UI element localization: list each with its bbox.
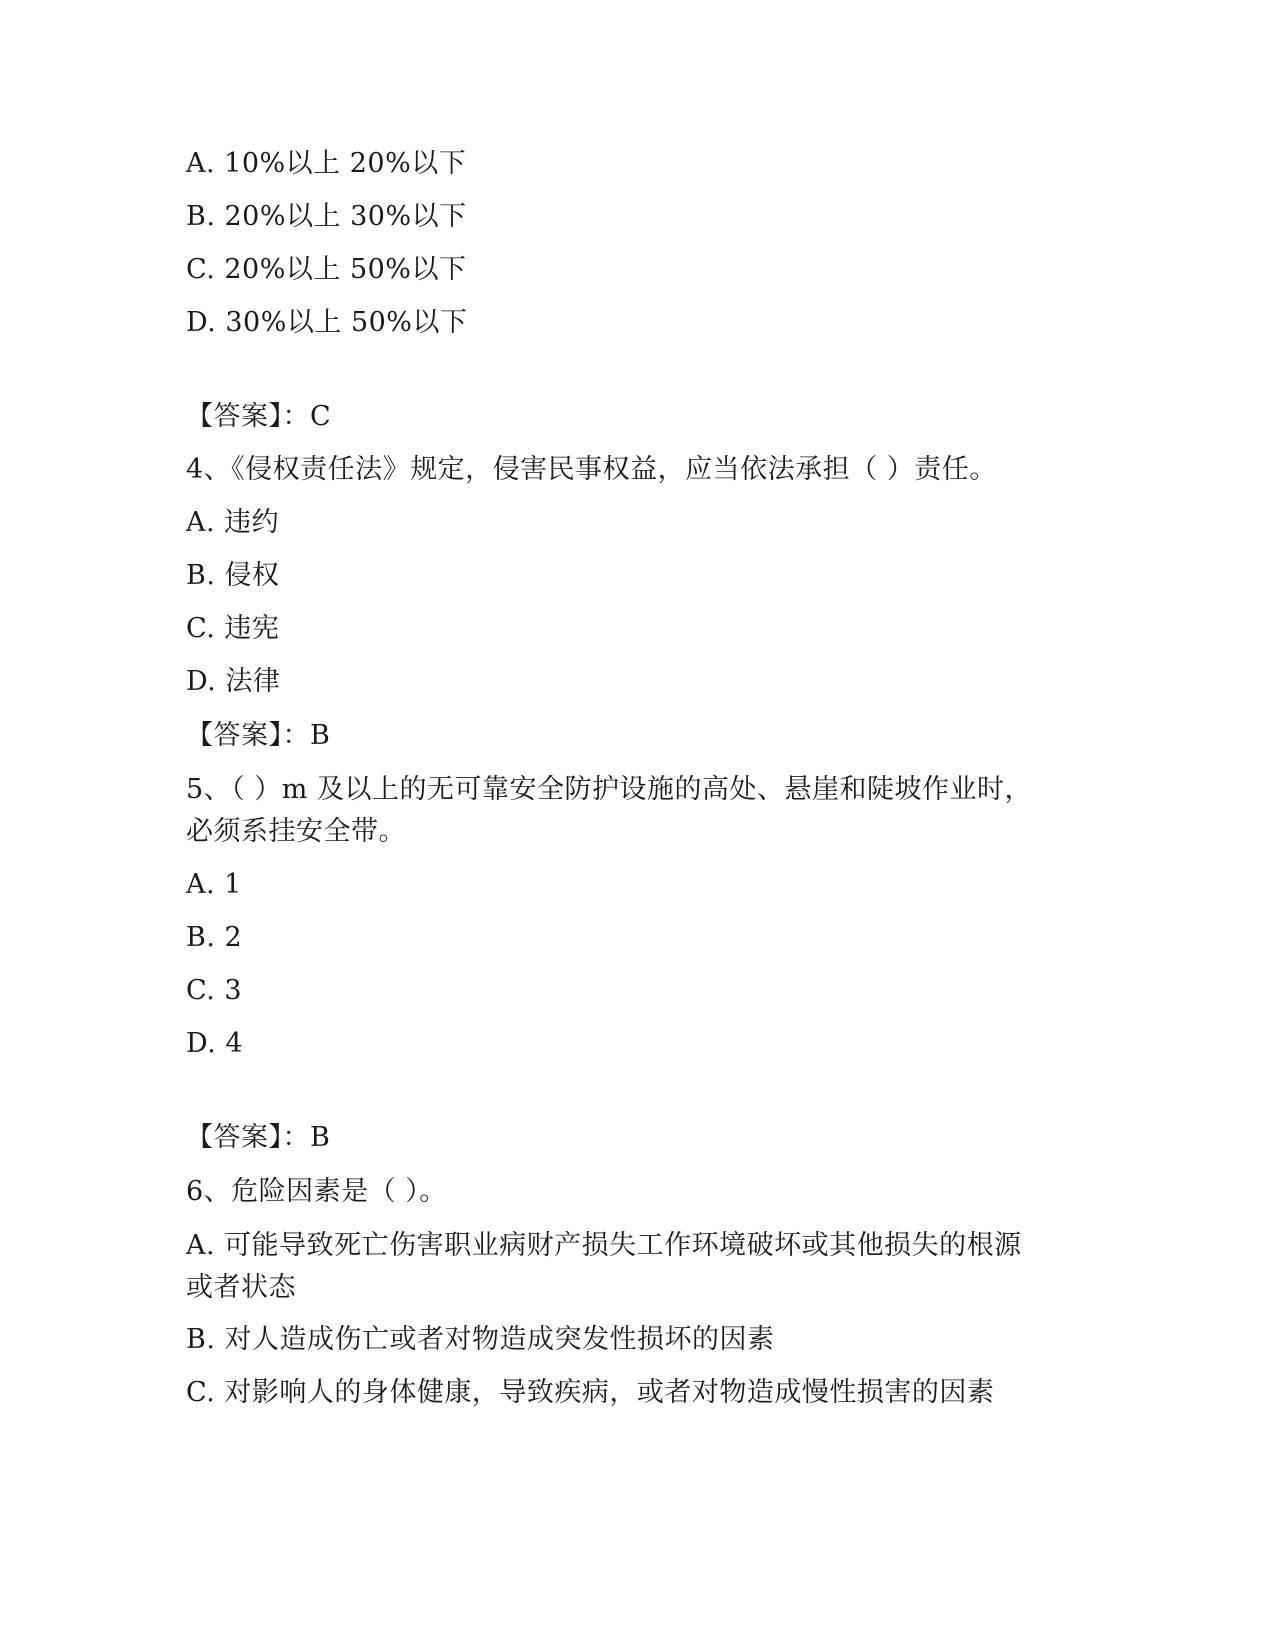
q3-option-d: D. 30%以上 50%以下 bbox=[186, 307, 468, 338]
q3-option-c: C. 20%以上 50%以下 bbox=[186, 254, 467, 285]
q4-option-b: B. 侵权 bbox=[186, 560, 280, 591]
q5-answer: 【答案】：B bbox=[186, 1122, 331, 1153]
q6-option-a-line1: A. 可能导致死亡伤害职业病财产损失工作环境破坏或其他损失的根源 bbox=[186, 1230, 1022, 1261]
q4-option-a: A. 违约 bbox=[186, 507, 280, 538]
q4-question: 4、《侵权责任法》规定，侵害民事权益，应当依法承担（ ）责任。 bbox=[186, 454, 997, 485]
q5-question-line2: 必须系挂安全带。 bbox=[186, 816, 406, 847]
q5-question-line1: 5、（ ）m 及以上的无可靠安全防护设施的高处、悬崖和陡坡作业时， bbox=[186, 774, 1032, 805]
q4-option-c: C. 违宪 bbox=[186, 613, 280, 644]
q3-option-b: B. 20%以上 30%以下 bbox=[186, 201, 467, 232]
q3-option-a: A. 10%以上 20%以下 bbox=[186, 148, 467, 179]
q5-option-b: B. 2 bbox=[186, 922, 243, 953]
q5-option-c: C. 3 bbox=[186, 975, 243, 1006]
q6-option-c: C. 对影响人的身体健康，导致疾病，或者对物造成慢性损害的因素 bbox=[186, 1377, 995, 1408]
q5-option-d: D. 4 bbox=[186, 1028, 244, 1059]
q5-option-a: A. 1 bbox=[186, 869, 242, 900]
q6-question: 6、危险因素是（ ）。 bbox=[186, 1176, 447, 1207]
q6-option-a-line2: 或者状态 bbox=[186, 1272, 296, 1303]
q4-answer: 【答案】：B bbox=[186, 720, 331, 751]
q3-answer: 【答案】：C bbox=[186, 401, 332, 432]
q4-option-d: D. 法律 bbox=[186, 666, 281, 697]
q6-option-b: B. 对人造成伤亡或者对物造成突发性损坏的因素 bbox=[186, 1324, 775, 1355]
